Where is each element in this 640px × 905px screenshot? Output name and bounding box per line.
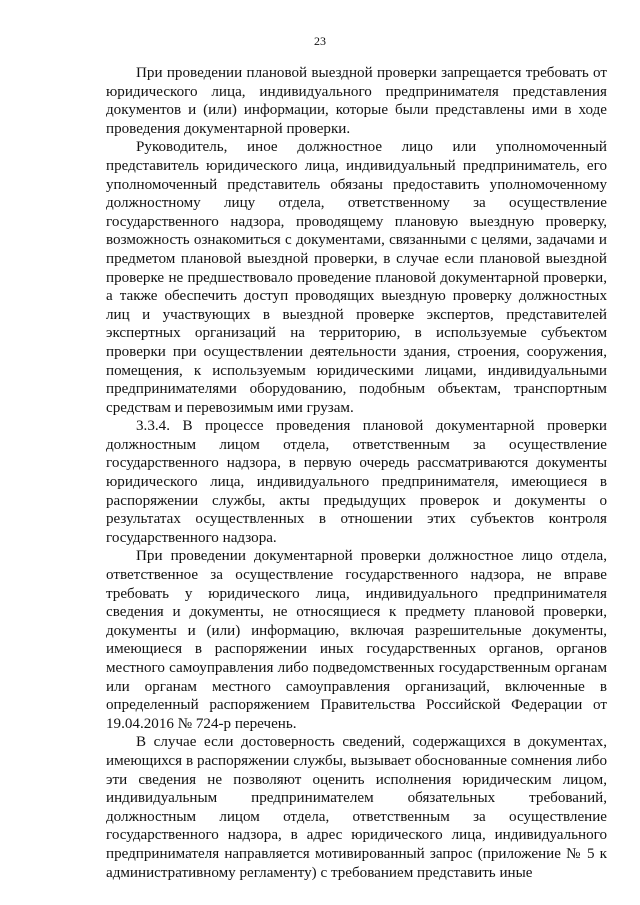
paragraph: В случае если достоверность сведений, содержащихся в документах, имеющихся в распоряжении службы, вызывает обоснованные сомнения либо эти сведения не позволяют оценить исполнения юридическим лицом, индивидуальным предпринимателем обязательных требований, должностным лицом отдела, ответственным за осуществление государственного надзора, в адрес юридического лица, индивидуального предпринимателя направляется мотивированный запрос (приложение № 5 к административному регламенту) с требованием представить иные: [106, 734, 607, 881]
page-number: 23: [314, 34, 326, 48]
paragraph: При проведении документарной проверки должностное лицо отдела, ответственное за осуществление государственного надзора, не вправе требовать у юридического лица, индивидуального предпринимателя сведения и документы, не относящиеся к предмету плановой проверки, документы и (или) информацию, включая разрешительные документы, имеющиеся в распоряжении иных государственных органов, органов местного самоуправления либо подведомственных государственным органам или органам местного самоуправления организаций, включенные в определенный распоряжением Правительства Российской Федерации от 19.04.2016 № 724-р перечень.: [106, 548, 607, 732]
paragraph: 3.3.4. В процессе проведения плановой документарной проверки должностным лицом отдела, ответственным за осуществление государственного надзора, в первую очередь рассматриваются документы юридического лица, индивидуального предпринимателя, имеющиеся в распоряжении службы, акты предыдущих проверок и документы о результатах осуществленных в отношении этих субъектов контроля государственного надзора.: [106, 418, 607, 546]
page-body: [106, 64, 607, 882]
paragraph: При проведении плановой выездной проверки запрещается требовать от юридического лица, индивидуального предпринимателя представления документов и (или) информации, которые были представлены ими в ходе проведения документарной проверки.: [106, 65, 607, 137]
paragraph: Руководитель, иное должностное лицо или уполномоченный представитель юридического лица, индивидуальный предприниматель, его уполномоченный представитель обязаны предоставить уполномоченному должностному лицу отдела, ответственному за осуществление государственного надзора, проводящему плановую выездную проверку, возможность ознакомиться с документами, связанными с целями, задачами и предметом плановой выездной проверки, в случае если плановой выездной проверке не предшествовало проведение плановой документарной проверки, а также обеспечить доступ проводящих выездную проверку должностных лиц и участвующих в выездной проверке экспертов, представителей экспертных организаций на территорию, в используемые субъектом проверки при осуществлении деятельности здания, строения, сооружения, помещения, к используемым юридическими лицами, индивидуальными предпринимателями оборудованию, подобным объектам, транспортным средствам и перевозимым ими грузам.: [106, 139, 607, 416]
